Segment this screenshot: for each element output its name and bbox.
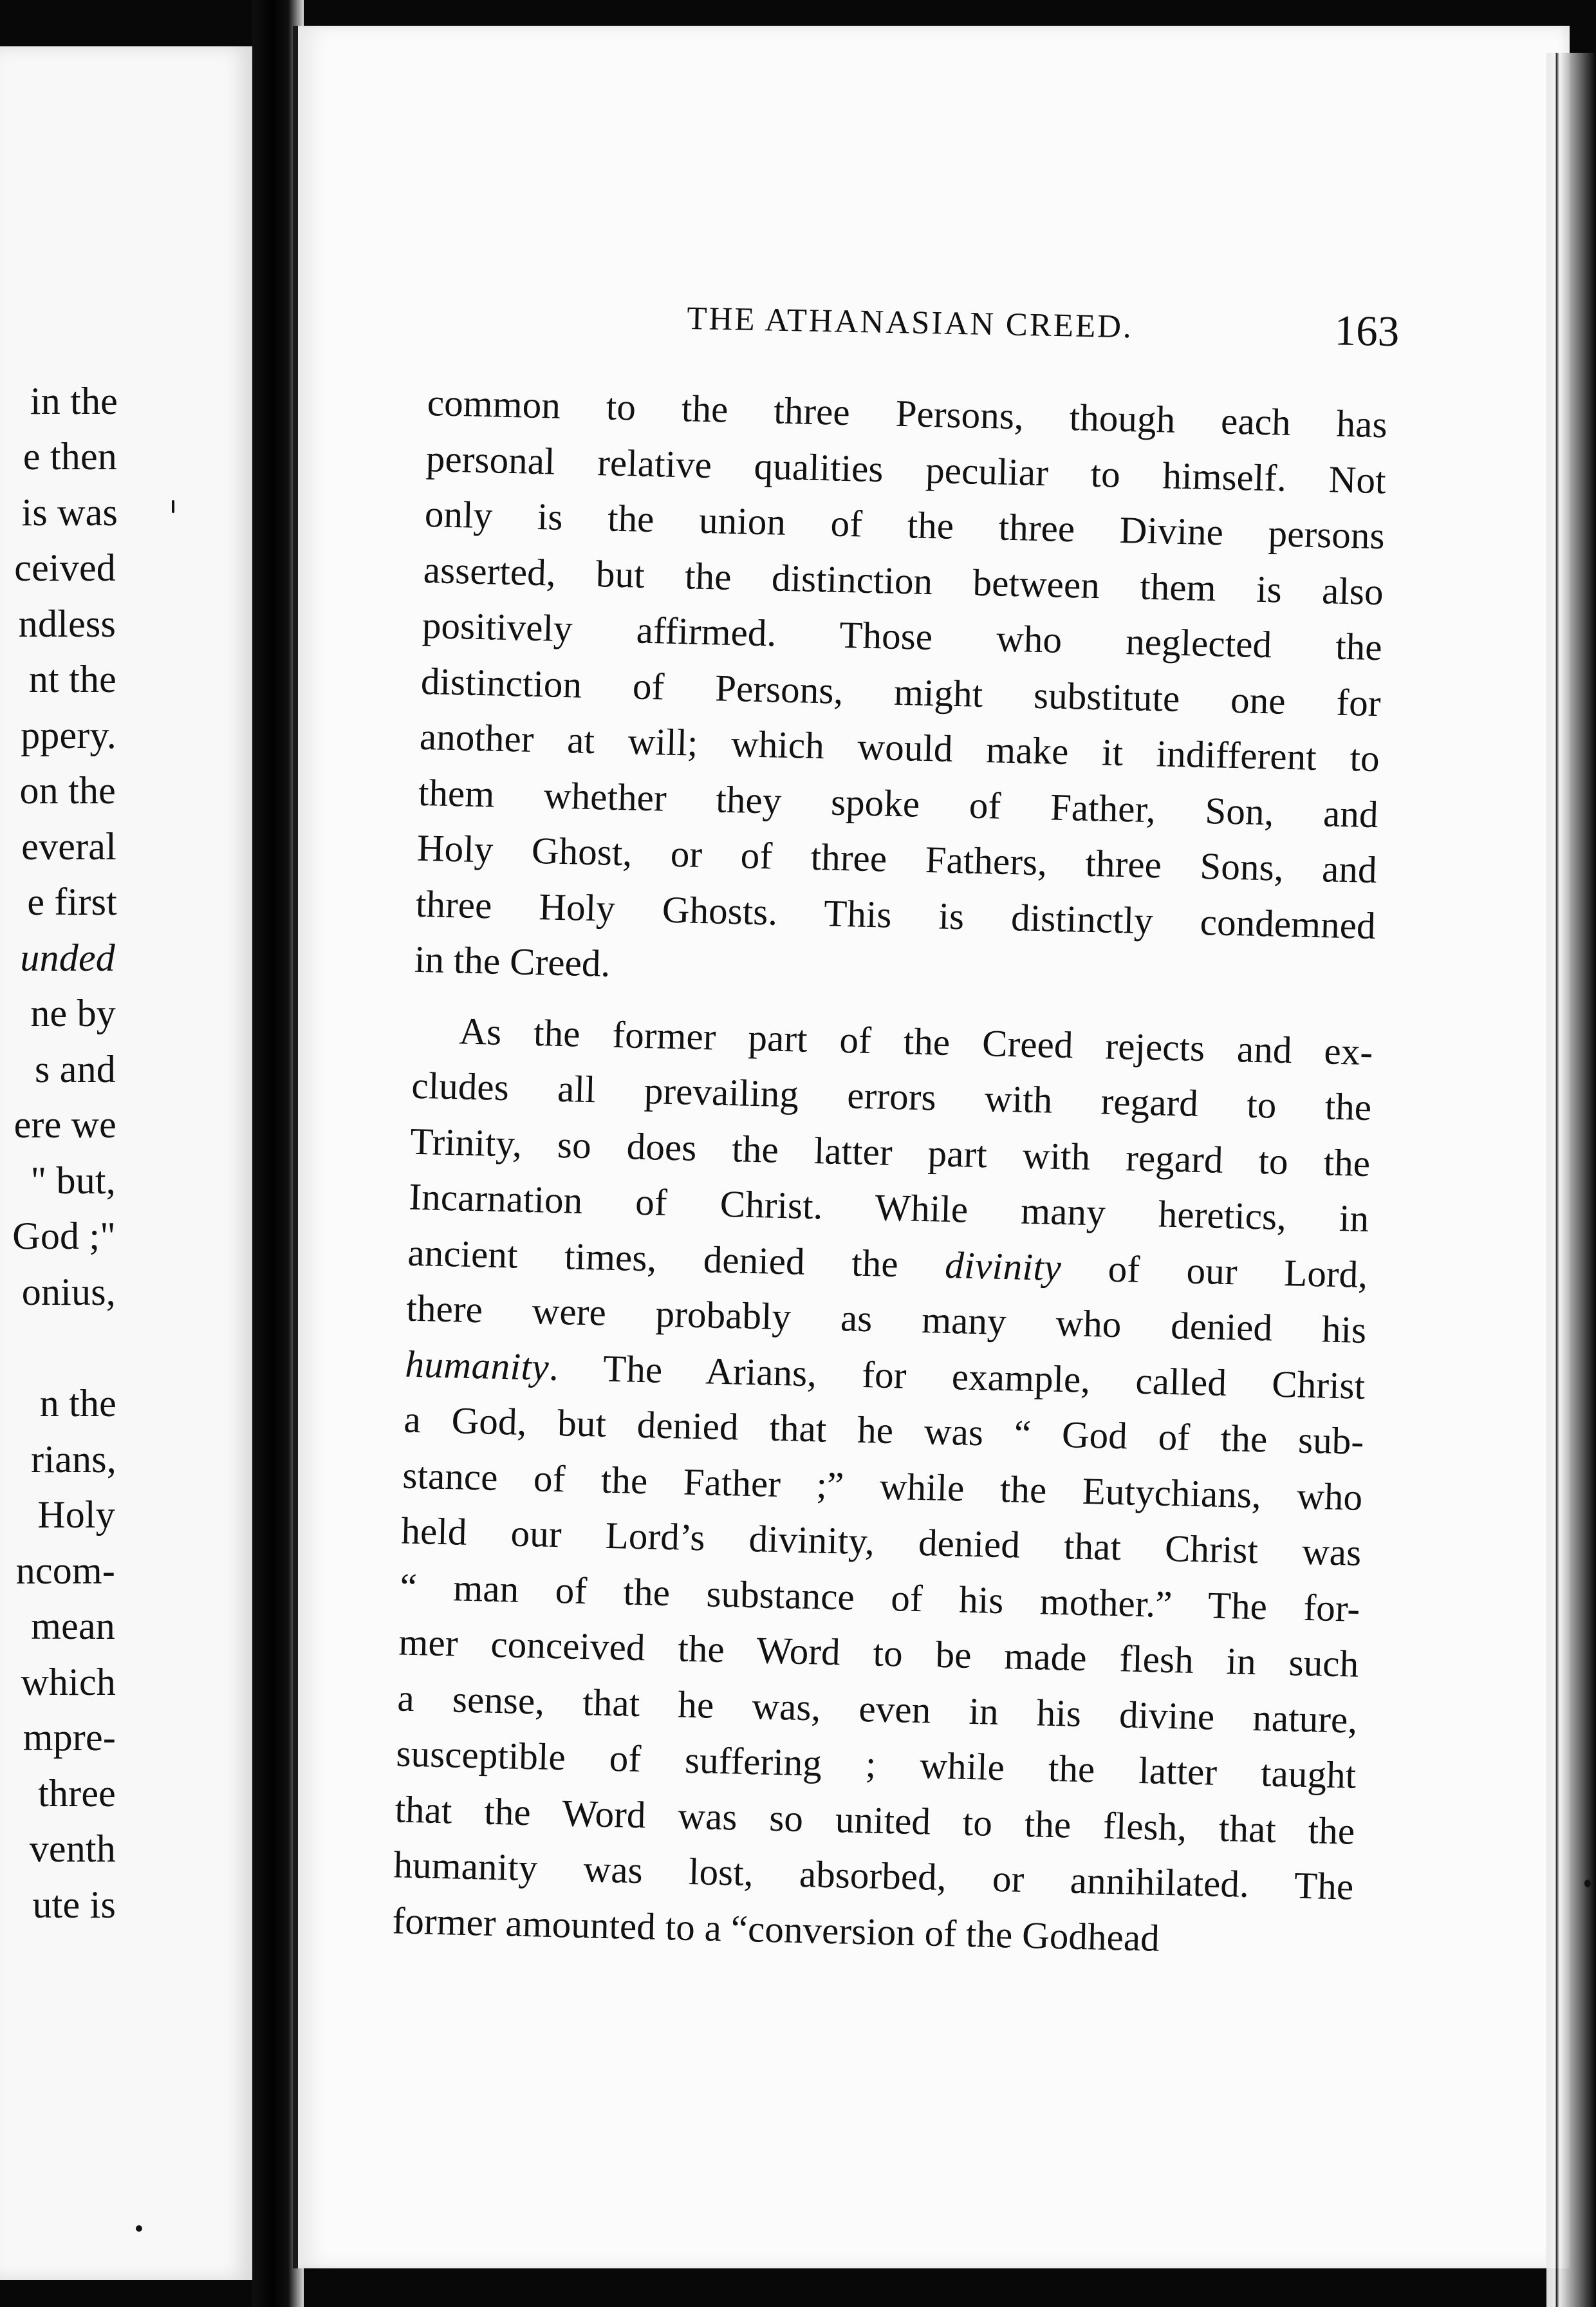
left-fragment-line: is was (21, 491, 118, 534)
text-line: stance of the Father ;” while the Eutychians, who (402, 1453, 1363, 1518)
text-line: there were probably as many who denied his (405, 1286, 1367, 1351)
text-line: personal relative qualities peculiar to himself. Not (425, 436, 1387, 501)
text-line: mer conceived the Word to be made flesh in such (398, 1620, 1360, 1685)
left-fragment-line: ncom- (15, 1549, 115, 1592)
left-fragment-line: ute is (32, 1883, 116, 1926)
text-line: distinction of Persons, might substitute one for (420, 659, 1382, 724)
emphasized-text: humanity (404, 1342, 550, 1388)
emphasized-text: divinity (944, 1243, 1062, 1289)
text-line: a sense, that he was, even in his divine nature, (396, 1676, 1359, 1741)
left-fragment-line: ceived (14, 546, 116, 589)
left-fragment-line: God ;" (12, 1215, 116, 1257)
left-fragment-line: s and (35, 1048, 116, 1090)
text-line: in the Creed. (414, 937, 611, 985)
text-line: three Holy Ghosts. This is distinctly condemned (415, 882, 1377, 947)
page-number: 163 (1334, 306, 1400, 356)
left-fragment-line: ne by (30, 992, 116, 1034)
left-fragment-line: rians, (31, 1438, 116, 1480)
text-line: another at will; which would make it indifferent to (419, 715, 1380, 780)
left-fragment-line: Holy (37, 1493, 115, 1536)
left-fragment-line: nt the (28, 658, 116, 700)
left-fragment-line: venth (29, 1827, 116, 1870)
text-line: only is the union of the three Divine persons (424, 492, 1386, 557)
left-page-fragment (0, 46, 252, 2280)
left-fragment-line: ndless (18, 602, 116, 645)
left-fragment-line: " but, (30, 1159, 116, 1202)
text-line: Trinity, so does the latter part with regard to the (409, 1119, 1371, 1184)
text-line: Incarnation of Christ. While many heretics, in (408, 1175, 1369, 1240)
left-fragment-line: mpre- (23, 1716, 116, 1759)
text-line: “ man of the substance of his mother.” The for- (399, 1565, 1360, 1630)
left-fragment-line: e first (27, 881, 117, 923)
text-line: positively affirmed. Those who neglected the (422, 603, 1383, 669)
text-line: cludes all prevailing errors with regard to the (411, 1063, 1372, 1129)
text-line: asserted, but the distinction between them is also (423, 548, 1384, 613)
left-fragment-line: three (38, 1772, 116, 1815)
page-body-text (392, 375, 1388, 1970)
left-fragment-line: which (21, 1661, 116, 1703)
left-fragment-line: in the (30, 380, 118, 422)
left-fragment-line: on the (19, 769, 116, 812)
text-line: humanity was lost, absorbed, or annihilated. The (393, 1843, 1355, 1908)
text-line: Holy Ghost, or of three Fathers, three Sons, and (416, 826, 1378, 892)
text-line: that the Word was so united to the flesh, that the (394, 1787, 1356, 1853)
scan-speck (136, 2225, 142, 2232)
left-fragment-line: n the (39, 1382, 116, 1424)
text-segment: . The Arians, for example, called Christ (548, 1345, 1366, 1407)
left-fragment-line: e then (23, 435, 117, 478)
left-fragment-line: everal (21, 825, 116, 868)
scan-speck (1584, 1880, 1591, 1887)
text-line: them whether they spoke of Father, Son, and (418, 771, 1379, 836)
left-fragment-line: onius, (21, 1271, 116, 1313)
scan-speck (172, 500, 174, 513)
text-line: susceptible of suffering ; while the latter taught (395, 1732, 1357, 1797)
page-edge (1546, 53, 1596, 2307)
left-fragment-line: ppery. (21, 714, 116, 756)
left-page-text-fragments (0, 46, 252, 2280)
text-line: held our Lord’s divinity, denied that Christ was (400, 1509, 1362, 1574)
text-segment: ancient times, denied the (407, 1231, 899, 1285)
text-line: common to the three Persons, though each has (427, 380, 1388, 446)
left-fragment-line: mean (31, 1605, 115, 1647)
left-fragment-line: unded (20, 937, 115, 979)
left-fragment-line: ere we (14, 1103, 116, 1146)
text-segment: of our Lord, (1108, 1247, 1368, 1296)
running-title: THE ATHANASIAN CREED. (686, 300, 1134, 346)
text-line: former amounted to a “conversion of the Godhead (391, 1898, 1160, 1959)
text-line: a God, but denied that he was “ God of the sub- (403, 1397, 1364, 1462)
text-line: As the former part of the Creed rejects and ex- (458, 1009, 1373, 1073)
